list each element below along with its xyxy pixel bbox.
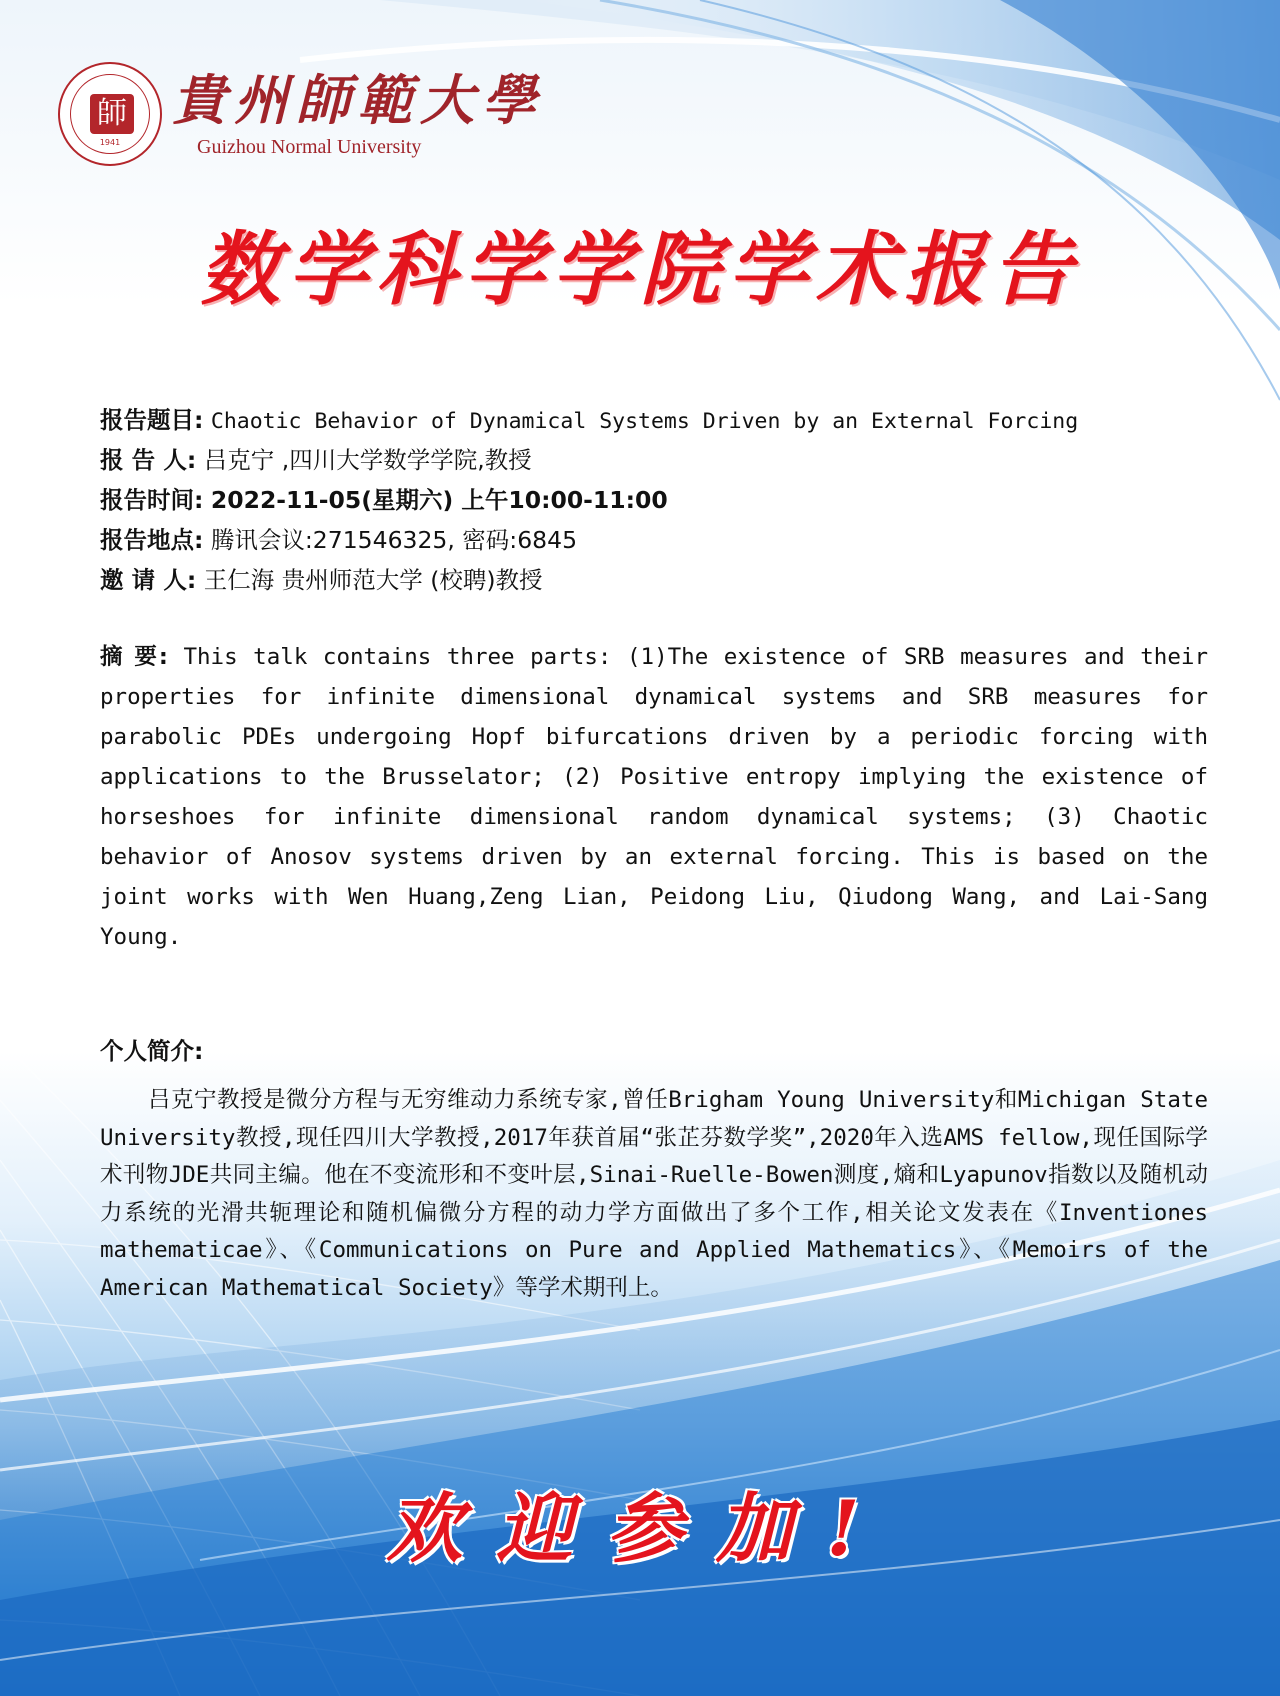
place-value: 腾讯会议:271546325, 密码:6845 <box>210 526 578 554</box>
speaker-label: 报 告 人: <box>100 446 197 474</box>
bio-text: 吕克宁教授是微分方程与无穷维动力系统专家,曾任Brigham Young University和Michigan State University教授,现任四川大学教授,2017年获首届“张芷芬数学奖”,2020年入选AMS fellow,现任国际学术刊物JDE共同主编。他在不变流形和不变叶层,Sinai-Ruelle-Bowen测度,熵和Lyapunov指数以及随机动力系统的光滑共轭理论和随机偏微分方程的动力学方面做出了多个工作,相关论文发表在《Inventiones mathematicae》、《Communications on Pure and Applied Mathematics》、《Memoirs of the American Mathematical Society》等学术期刊上。 <box>100 1087 1208 1301</box>
topic-row <box>100 401 1078 435</box>
speaker-value: 吕克宁 ,四川大学数学学院,教授 <box>203 446 532 474</box>
speaker-row <box>100 441 532 475</box>
time-label: 报告时间: <box>100 486 204 514</box>
time-value: 2022-11-05(星期六) 上午10:00-11:00 <box>210 486 668 514</box>
abstract-label: 摘 要: <box>100 644 168 670</box>
time-row <box>100 481 668 515</box>
poster-title: 数学科学学院学术报告 <box>200 222 1080 316</box>
seal-year: 1941 <box>99 138 121 147</box>
university-name-en: Guizhou Normal University <box>197 136 422 158</box>
university-name-cn: 貴州師範大學 <box>172 68 544 132</box>
welcome-banner: 欢迎参加! <box>386 1484 894 1573</box>
inviter-label: 邀 请 人: <box>100 566 197 594</box>
university-seal <box>58 62 162 166</box>
abstract-block <box>100 637 1208 957</box>
inviter-value: 王仁海 贵州师范大学 (校聘)教授 <box>203 566 543 594</box>
bio-heading: 个人简介: <box>100 1037 204 1065</box>
topic-label: 报告题目: <box>100 406 204 434</box>
place-row <box>100 521 577 555</box>
topic-value: Chaotic Behavior of Dynamical Systems Driven by an External Forcing <box>210 409 1079 434</box>
abstract-text: This talk contains three parts: (1)The existence of SRB measures and their properties for infinite dimensional dynamical systems and SRB measures for parabolic PDEs undergoing Hopf bifurcations driven by a periodic forcing with applications to the Brusselator; (2) Positive entropy implying the existence of horseshoes for infinite dimensional random dynamical systems; (3) Chaotic behavior of Anosov systems driven by an external forcing. This is based on the joint works with Wen Huang,Zeng Lian, Peidong Liu, Qiudong Wang, and Lai-Sang Young. <box>100 644 1208 950</box>
inviter-row <box>100 561 543 595</box>
place-label: 报告地点: <box>100 526 204 554</box>
seal-character: 師 <box>90 94 134 134</box>
